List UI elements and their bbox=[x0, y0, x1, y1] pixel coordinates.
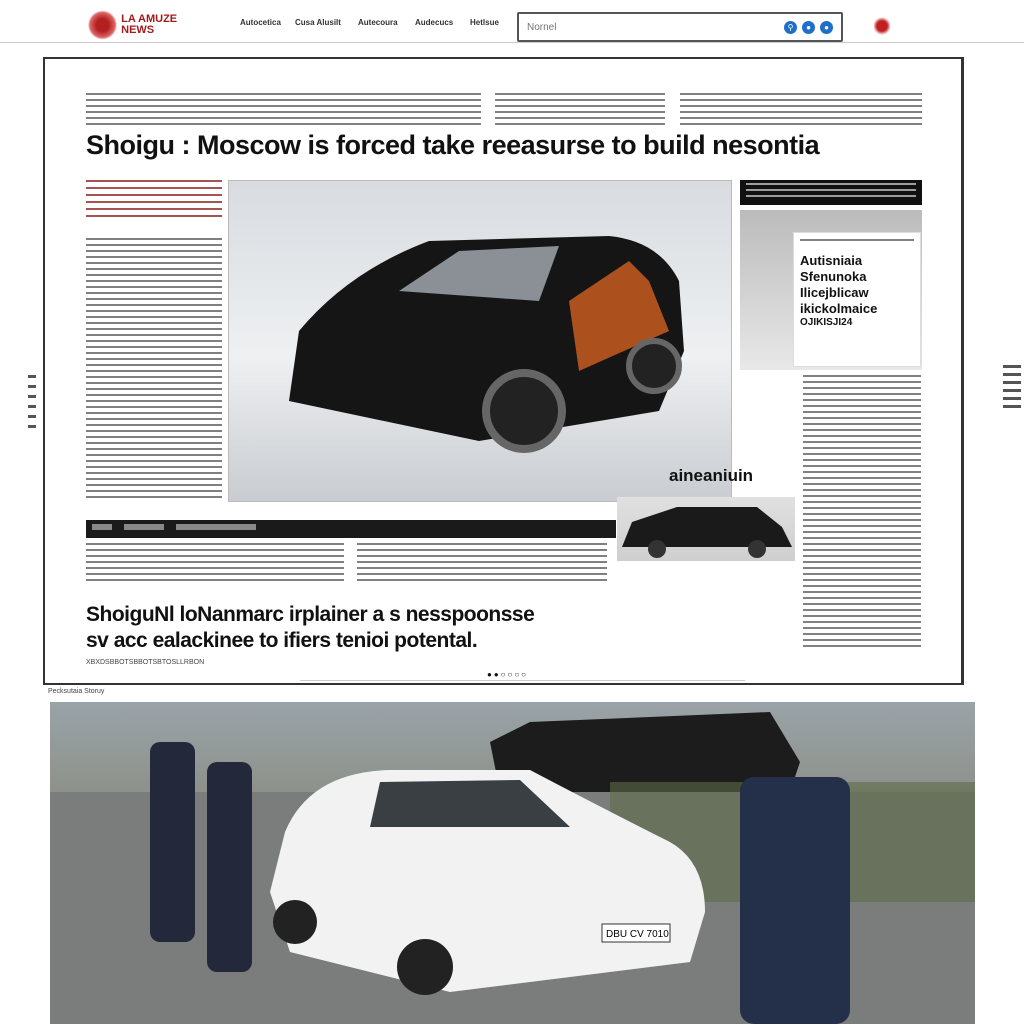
lower-text-2 bbox=[357, 543, 607, 585]
settings-icon[interactable]: ● bbox=[820, 21, 833, 34]
profile-icon[interactable] bbox=[874, 16, 890, 36]
image-caption: aineaniuin bbox=[669, 466, 754, 485]
nav-item-5[interactable]: Hetlsue bbox=[470, 18, 499, 27]
nav-item-2[interactable]: Cusa Alusilt bbox=[295, 18, 341, 27]
voice-icon[interactable]: ● bbox=[802, 21, 815, 34]
pagination-dots[interactable]: ●●○○○○ bbox=[487, 670, 528, 679]
intro-text bbox=[86, 93, 481, 125]
news-photo[interactable] bbox=[50, 702, 975, 1024]
search-bar bbox=[517, 12, 843, 42]
subheadline[interactable] bbox=[86, 602, 534, 654]
intro-text-2 bbox=[495, 93, 665, 125]
subheadline-line-1: ShoiguNl loNanmarc irplainer a s nesspoonsse bbox=[86, 603, 535, 626]
search-input[interactable] bbox=[527, 22, 779, 33]
logo-text: LA AMUZE NEWS bbox=[121, 13, 178, 36]
photo-scene bbox=[50, 702, 975, 1024]
site-logo[interactable] bbox=[88, 8, 200, 42]
headline[interactable]: Shoigu : Moscow is forced take reeasurse to build nesontia bbox=[86, 130, 820, 160]
lower-text-1 bbox=[86, 543, 344, 585]
left-column-header bbox=[86, 180, 222, 220]
section-bar[interactable] bbox=[86, 520, 616, 538]
nav-item-1[interactable]: Autocetica bbox=[240, 18, 281, 27]
promo-tag: OJIKISJI24 bbox=[800, 317, 853, 328]
subheadline-line-2: sv acc ealackinee to ifiers tenioi potental. bbox=[86, 629, 478, 652]
header-divider bbox=[0, 42, 1024, 43]
promo-title: Autisniaia Sfenunoka Ilicejblicaw ikickolmaice bbox=[800, 253, 878, 316]
logo-emblem-icon bbox=[88, 10, 117, 40]
sidebar-banner[interactable] bbox=[740, 180, 922, 205]
photo-caption: Pecksutaia Storuy bbox=[48, 688, 105, 695]
main-car-image[interactable] bbox=[228, 180, 754, 502]
left-column-text bbox=[86, 238, 222, 500]
license-plate: DBU CV 7010 bbox=[606, 929, 669, 940]
right-column-text bbox=[803, 375, 921, 650]
search-icon[interactable]: ⚲ bbox=[784, 21, 797, 34]
nav-item-3[interactable]: Autecoura bbox=[358, 18, 398, 27]
car-illustration bbox=[229, 181, 733, 503]
left-side-icons[interactable] bbox=[28, 375, 36, 430]
nav-item-4[interactable]: Audecucs bbox=[415, 18, 454, 27]
byline: XBXDSBBOTSBBOTSBTOSLLRBON bbox=[86, 659, 205, 666]
right-side-icons[interactable] bbox=[1003, 365, 1021, 410]
secondary-car-image[interactable] bbox=[617, 497, 795, 561]
divider bbox=[300, 680, 745, 681]
sidebar-promo[interactable] bbox=[793, 232, 921, 367]
intro-text-3 bbox=[680, 93, 922, 125]
